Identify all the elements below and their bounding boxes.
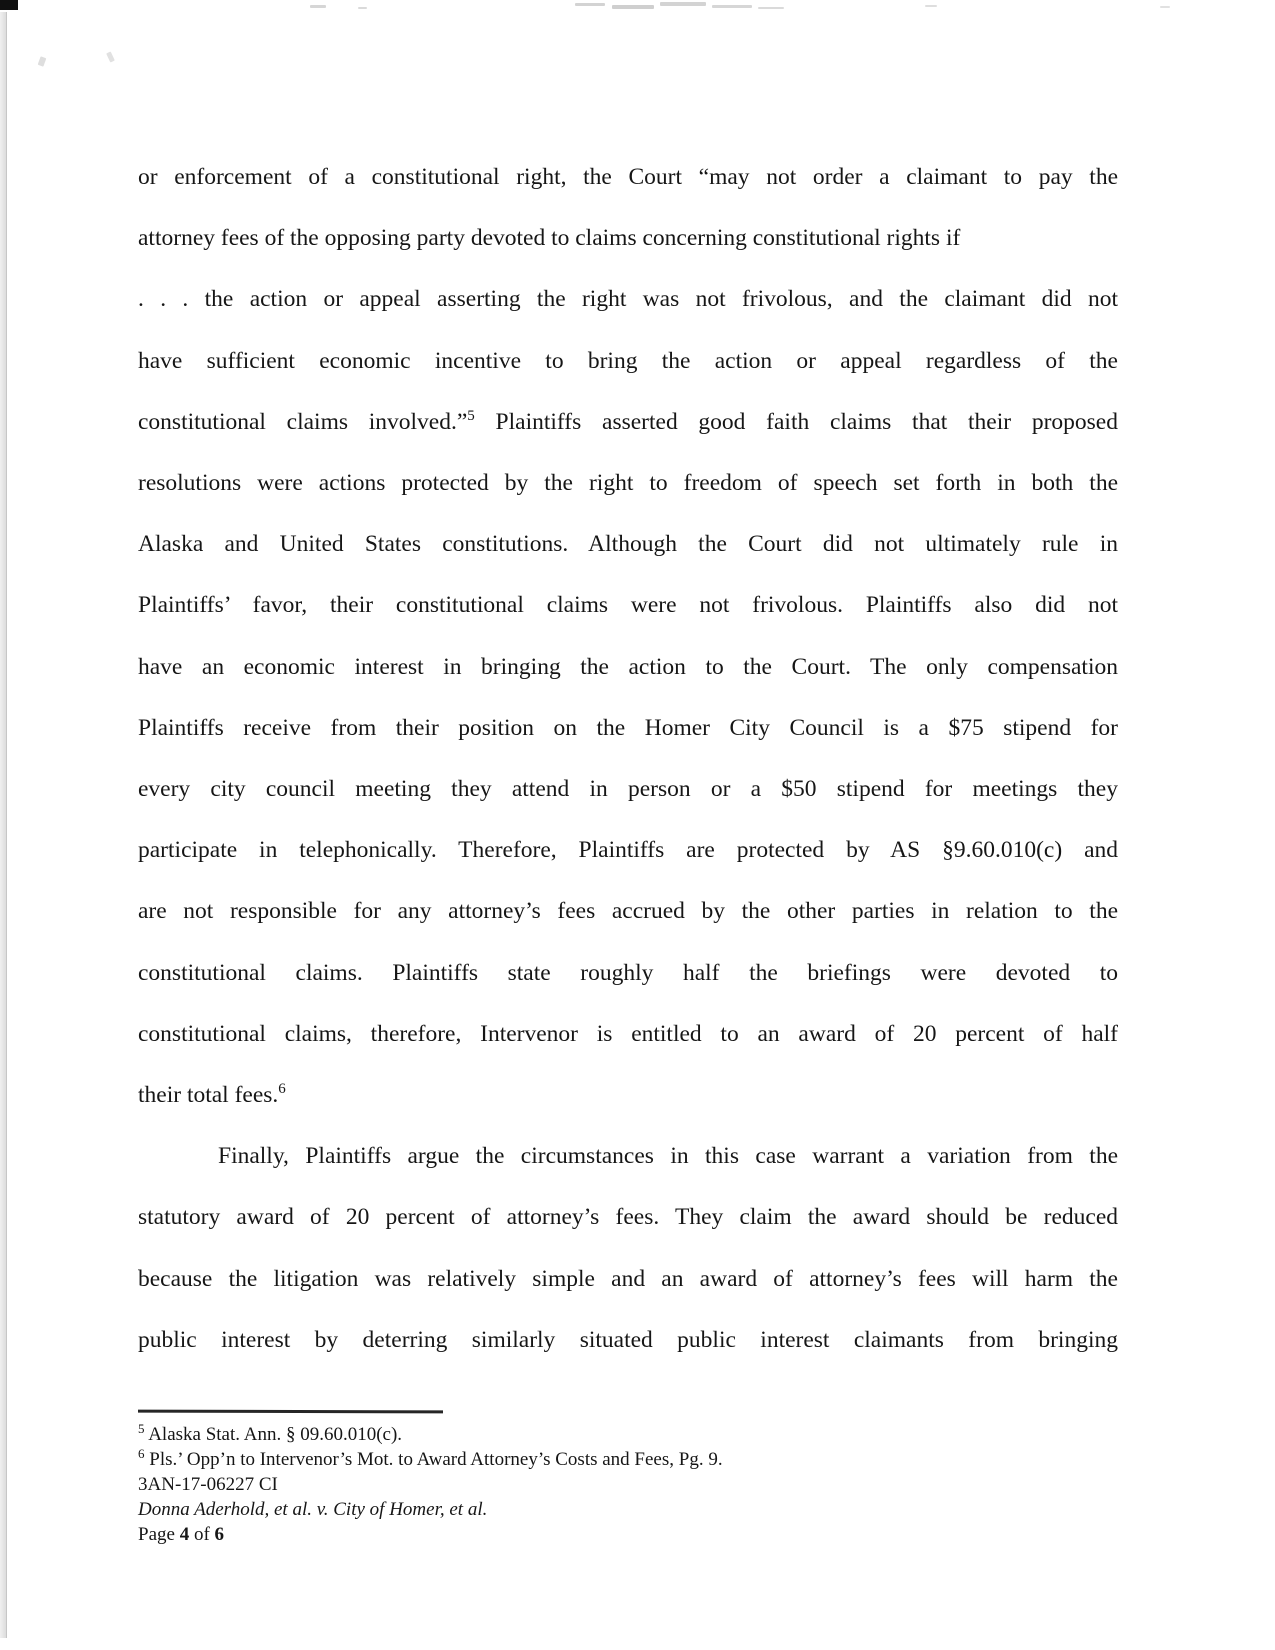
case-name: Donna Aderhold, et al. v. City of Homer, et al.: [138, 1499, 488, 1520]
page-indicator: Page 4 of 6: [138, 1524, 225, 1545]
footnote: $^5$ Alaska Stat. Ann. § 09.60.010(c).: [138, 1421, 403, 1445]
body-line: Plaintiffs receive from their position on the Homer City Council is a $75 stipend for: [138, 714, 1118, 741]
body-line: constitutional claims. Plaintiffs state roughly half the briefings were devoted to: [138, 959, 1118, 986]
body-text: [138, 147, 1118, 1371]
body-line: . . . the action or appeal asserting the right was not frivolous, and the claimant did not: [138, 286, 1118, 313]
body-line: are not responsible for any attorney’s fees accrued by the other parties in relation to the: [138, 898, 1118, 925]
body-line: public interest by deterring similarly situated public interest claimants from bringing: [138, 1326, 1118, 1353]
body-line: or enforcement of a constitutional right, the Court “may not order a claimant to pay the: [138, 164, 1118, 190]
scan-artifact: [358, 7, 367, 9]
scan-artifact: [38, 56, 47, 67]
scan-artifact: [925, 5, 937, 7]
body-line: constitutional claims involved.”$^5$ Plaintiffs asserted good faith claims that their proposed: [138, 407, 1118, 435]
scan-artifact: [712, 5, 752, 8]
body-line: participate in telephonically. Therefore, Plaintiffs are protected by AS §9.60.010(c) and: [138, 837, 1118, 864]
body-line: resolutions were actions protected by the right to freedom of speech set forth in both the: [138, 470, 1118, 497]
scan-artifact-corner: [0, 0, 18, 10]
footnote-separator: [138, 1410, 443, 1414]
scan-artifact: [758, 7, 784, 9]
scan-artifact: [660, 2, 706, 6]
body-line: attorney fees of the opposing party devoted to claims concerning constitutional rights if: [138, 225, 961, 252]
scan-artifact: [310, 5, 326, 8]
scan-artifact: [1160, 6, 1170, 8]
footnotes: [138, 1422, 1118, 1472]
case-number: 3AN-17-06227 CI: [138, 1474, 278, 1495]
body-line: Plaintiffs’ favor, their constitutional claims were not frivolous. Plaintiffs also did not: [138, 592, 1118, 619]
scan-artifact: [612, 5, 654, 9]
footer-block: [138, 1410, 1118, 1547]
body-line: constitutional claims, therefore, Intervenor is entitled to an award of 20 percent of half: [138, 1020, 1118, 1047]
scan-artifact: [575, 3, 605, 6]
body-line: Finally, Plaintiffs argue the circumstances in this case warrant a variation from the: [218, 1143, 1118, 1170]
scan-artifact-edge-strip: [0, 12, 7, 1638]
body-line: statutory award of 20 percent of attorney’s fees. They claim the award should be reduced: [138, 1204, 1118, 1231]
body-line: Alaska and United States constitutions. Although the Court did not ultimately rule in: [138, 531, 1118, 558]
body-line: because the litigation was relatively simple and an award of attorney’s fees will harm the: [138, 1265, 1118, 1292]
body-line: have an economic interest in bringing the action to the Court. The only compensation: [138, 653, 1118, 680]
scan-artifact: [106, 51, 115, 62]
body-line: have sufficient economic incentive to bring the action or appeal regardless of the: [138, 347, 1118, 374]
footnote: $^6$ Pls.’ Opp’n to Intervenor’s Mot. to Award Attorney’s Costs and Fees, Pg. 9.: [138, 1446, 723, 1470]
body-line: their total fees.$^6$: [138, 1081, 286, 1109]
body-line: every city council meeting they attend in person or a $50 stipend for meetings they: [138, 776, 1118, 803]
